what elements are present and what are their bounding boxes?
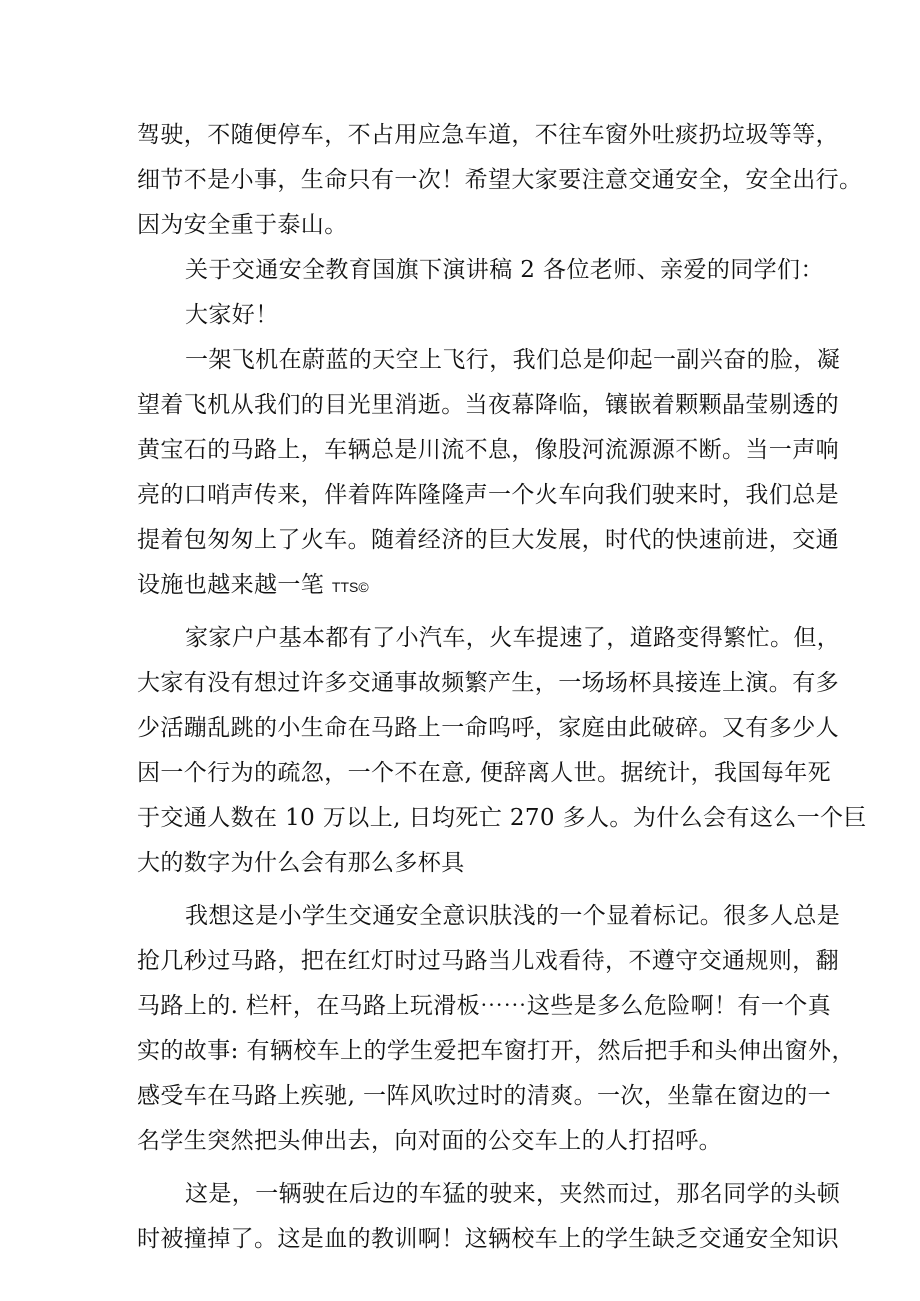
paragraph-statistics bbox=[137, 616, 867, 886]
text-line: 因一个行为的疏忽，一个不在意, 便辞离人世。据统计，我国每年死 bbox=[137, 760, 832, 786]
text-line bbox=[137, 563, 789, 608]
text-line: 抢几秒过马路，把在红灯时过马路当儿戏看待，不遵守交通规则，翻 bbox=[137, 948, 839, 974]
paragraph-gap bbox=[137, 608, 789, 616]
text-line: 少活蹦乱跳的小生命在马路上一命呜呼，家庭由此破碎。又有多少人 bbox=[137, 715, 839, 741]
heading-line: 关于交通安全教育国旗下演讲稿 2 各位老师、亲爱的同学们： bbox=[185, 257, 824, 283]
text-line: 马路上的. 栏杆，在马路上玩滑板⋯⋯这些是多么危险啊！有一个真 bbox=[137, 993, 832, 1019]
text-line: 提着包匆匆上了火车。随着经济的巨大发展，时代的快速前进，交通 bbox=[137, 527, 839, 553]
text-line: 感受车在马路上疾驰, 一阵风吹过时的清爽。一次，坐靠在窗边的一 bbox=[137, 1083, 832, 1109]
text-line: 一架飞机在蔚蓝的天空上飞行，我们总是仰起一副兴奋的脸，凝 bbox=[185, 347, 841, 373]
paragraph-safety-closing bbox=[137, 113, 863, 248]
speech-title bbox=[137, 248, 824, 293]
line-text: 设施也越来越一笔 bbox=[137, 572, 325, 598]
text-line: 大家有没有想过许多交通事故频繁产生，一场场杯具接连上演。有多 bbox=[137, 670, 839, 696]
text-line: 驾驶，不随便停车，不占用应急车道，不往车窗外吐痰扔垃圾等等， bbox=[137, 122, 839, 148]
text-line: 因为安全重于泰山。 bbox=[137, 212, 348, 238]
text-line: 我想这是小学生交通安全意识肤浅的一个显着标记。很多人总是 bbox=[185, 903, 841, 929]
text-line: 实的故事: 有辆校车上的学生爱把车窗打开，然后把手和头伸出窗外， bbox=[137, 1038, 855, 1064]
text-line: 亮的口哨声传来，伴着阵阵隆隆声一个火车向我们驶来时，我们总是 bbox=[137, 482, 839, 508]
text-line: 望着飞机从我们的目光里消逝。当夜幕降临，镶嵌着颗颗晶莹剔透的 bbox=[137, 392, 839, 418]
text-line: 大的数字为什么会有那么多杯具 bbox=[137, 850, 465, 876]
trailing-mark: TTS© bbox=[331, 579, 369, 595]
text-line: 家家户户基本都有了小汽车，火车提速了，道路变得繁忙。但， bbox=[185, 625, 841, 651]
text-line: 这是，一辆驶在后边的车猛的驶来，夹然而过，那名同学的头顿 bbox=[185, 1181, 841, 1207]
text-line: 细节不是小事，生命只有一次！希望大家要注意交通安全，安全出行。 bbox=[137, 167, 863, 193]
paragraph-gap bbox=[137, 1164, 789, 1172]
paragraph-airplane bbox=[137, 338, 841, 608]
paragraph-awareness bbox=[137, 894, 855, 1164]
paragraph-lesson bbox=[137, 1172, 841, 1262]
text-line: 时被撞掉了。这是血的教训啊！这辆校车上的学生缺乏交通安全知识 bbox=[137, 1226, 839, 1252]
text-line: 名学生突然把头伸出去，向对面的公交车上的人打招呼。 bbox=[137, 1128, 722, 1154]
text-line: 黄宝石的马路上，车辆总是川流不息，像股河流源源不断。当一声响 bbox=[137, 437, 839, 463]
text-line: 大家好！ bbox=[185, 302, 279, 328]
document-page bbox=[137, 113, 867, 1262]
greeting bbox=[137, 293, 789, 338]
paragraph-gap bbox=[137, 886, 789, 894]
text-line: 于交通人数在 10 万以上, 日均死亡 270 多人。为什么会有这么一个巨 bbox=[137, 805, 867, 831]
